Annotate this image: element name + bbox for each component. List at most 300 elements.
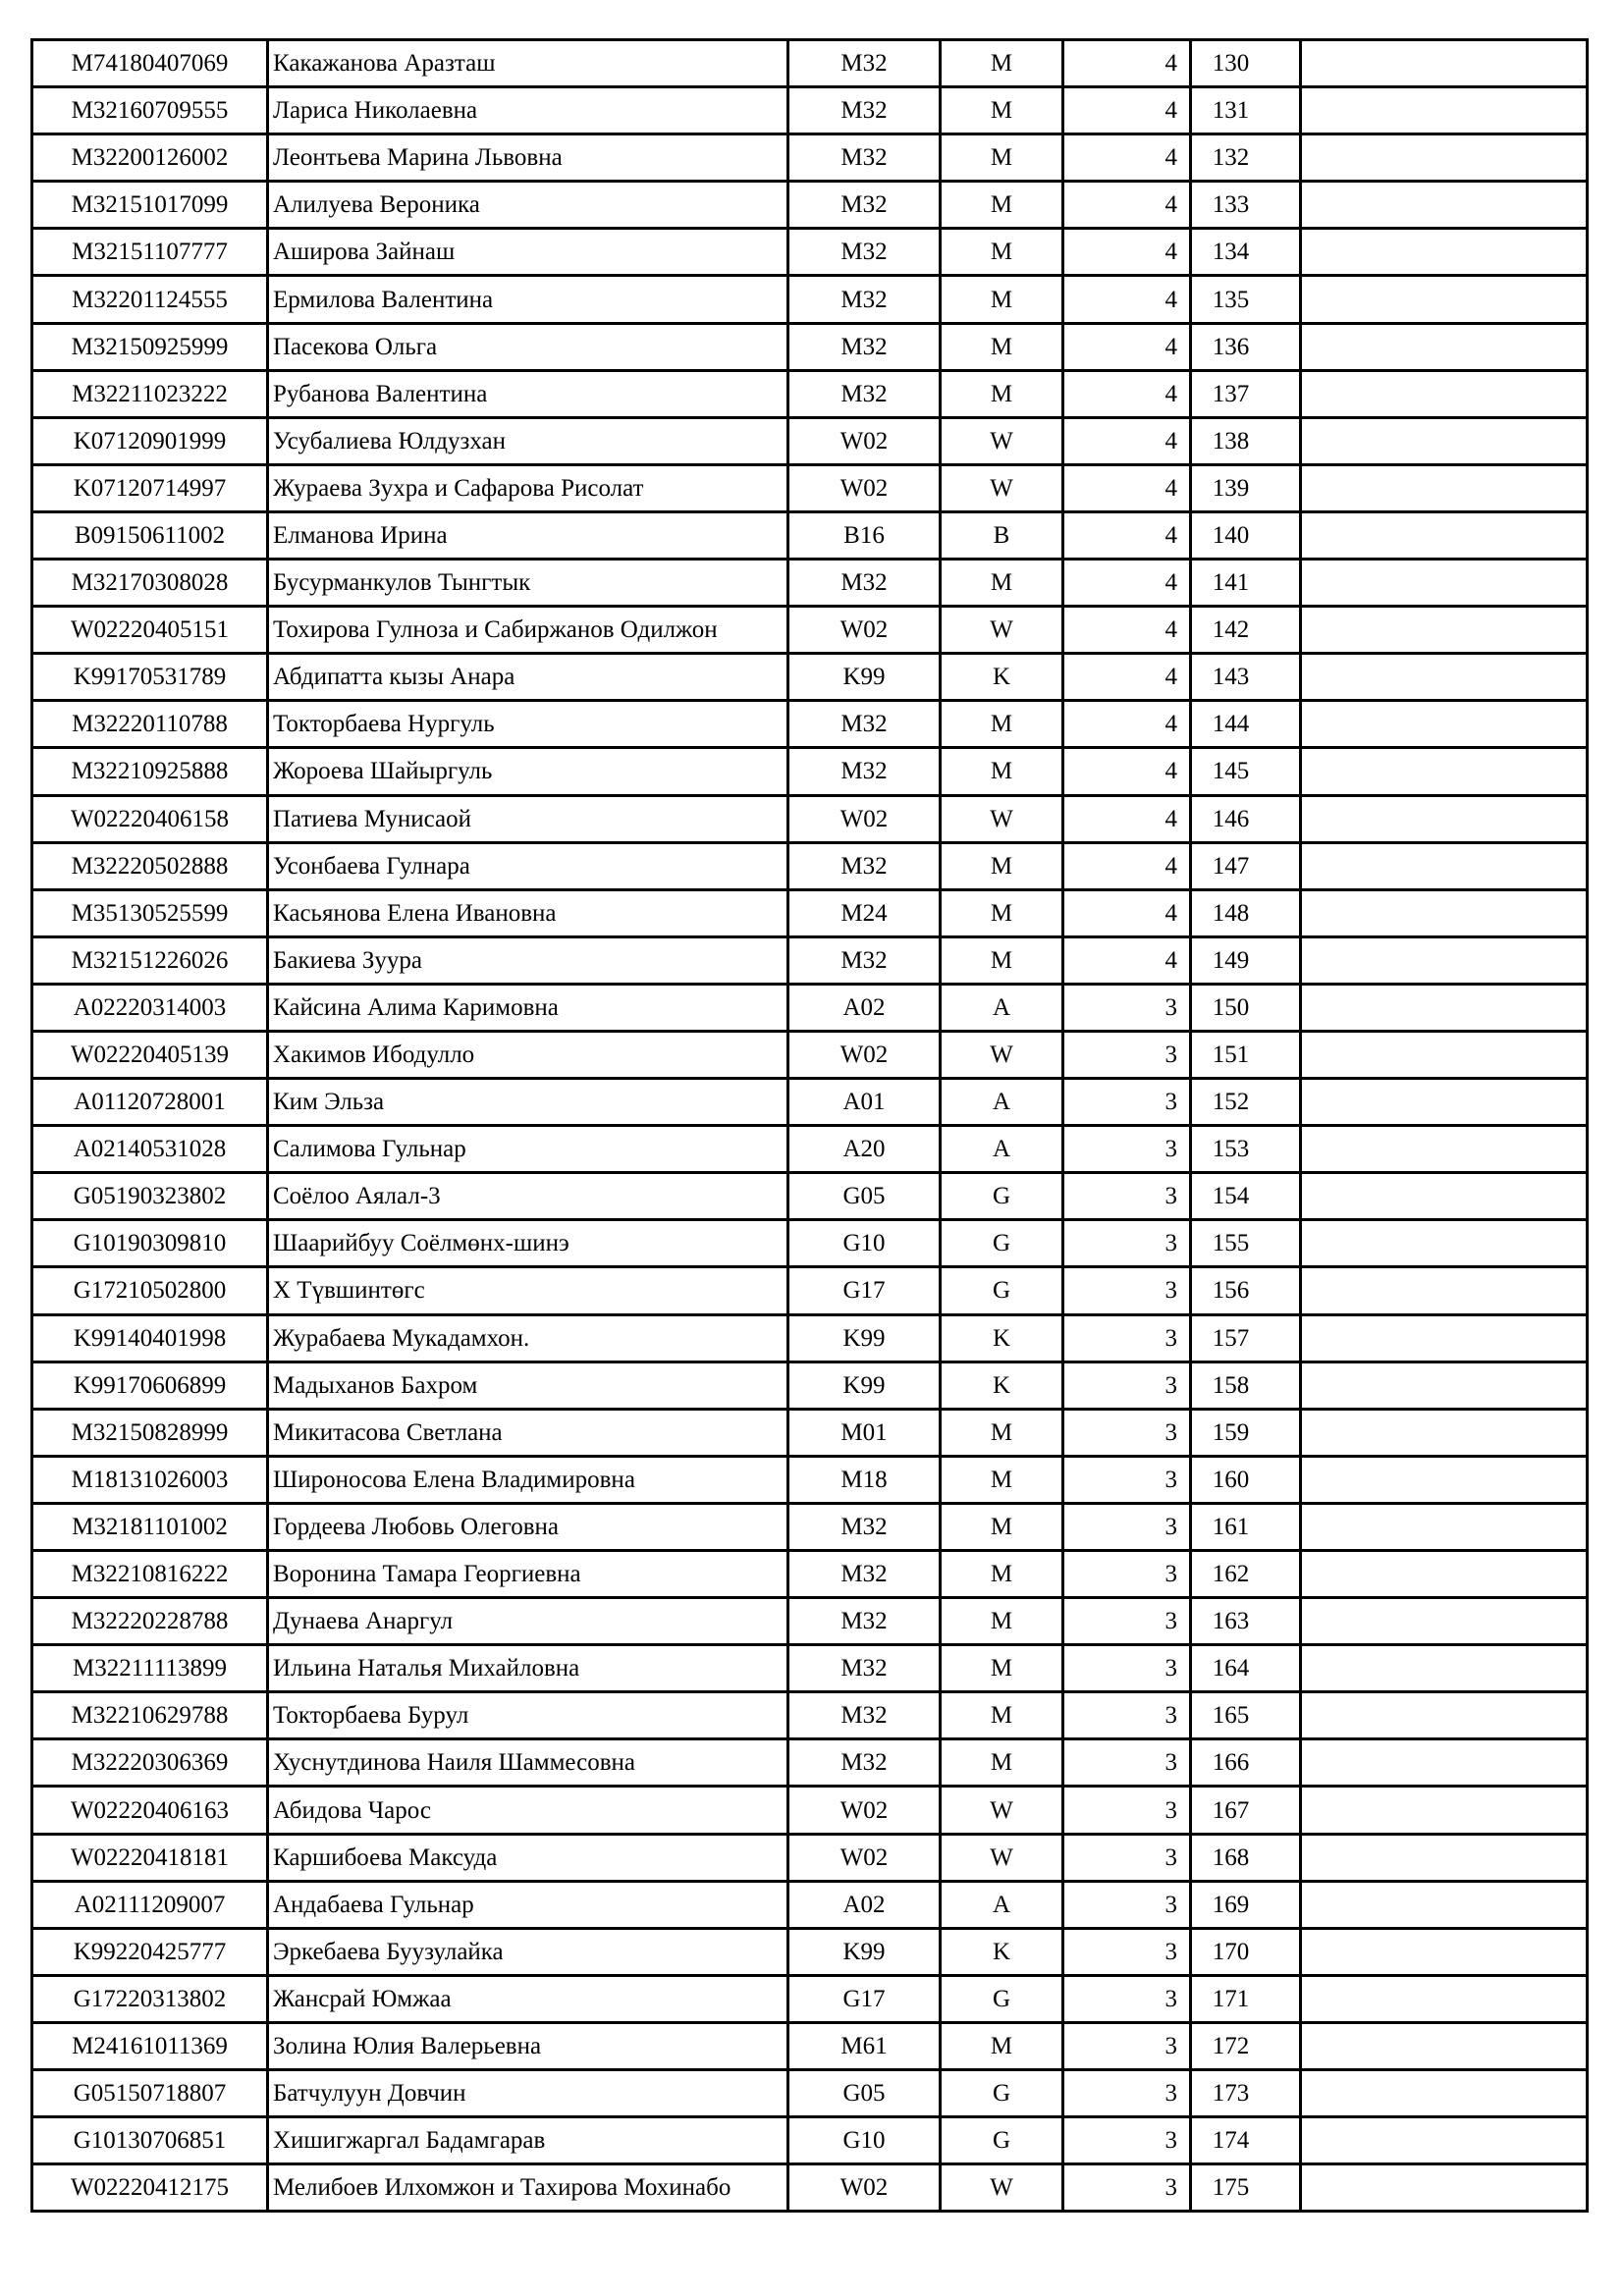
category-letter-cell: M [941, 560, 1063, 607]
notes-cell [1301, 1126, 1588, 1173]
notes-cell [1301, 1314, 1588, 1362]
participant-name-cell: Дунаева Анаргул [268, 1598, 788, 1645]
category-letter-cell: G [941, 1173, 1063, 1220]
score-cell: 3 [1063, 1362, 1191, 1409]
rank-cell: 150 [1191, 984, 1301, 1031]
category-letter-cell: M [941, 1456, 1063, 1503]
table-row [32, 1975, 1588, 2022]
participant-code-cell: W02220406158 [32, 795, 268, 842]
participant-name-cell: Аширова Зайнаш [268, 229, 788, 276]
table-row [32, 1079, 1588, 1126]
score-cell: 3 [1063, 1220, 1191, 1267]
category-letter-cell: M [941, 1409, 1063, 1456]
notes-cell [1301, 1787, 1588, 1834]
participant-code-cell: W02220418181 [32, 1834, 268, 1881]
table-row [32, 1551, 1588, 1598]
participant-name-cell: Токторбаева Бурул [268, 1692, 788, 1739]
group-code-cell: W02 [788, 607, 941, 654]
participant-name-cell: Соёлоо Аялал-3 [268, 1173, 788, 1220]
group-code-cell: M32 [788, 1503, 941, 1550]
score-cell: 3 [1063, 2117, 1191, 2164]
score-cell: 3 [1063, 1409, 1191, 1456]
rank-cell: 136 [1191, 323, 1301, 370]
participant-name-cell: Хакимов Ибодулло [268, 1031, 788, 1078]
rank-cell: 175 [1191, 2164, 1301, 2212]
participant-code-cell: M32151226026 [32, 936, 268, 984]
score-cell: 4 [1063, 701, 1191, 748]
results-table [30, 38, 1589, 2213]
group-code-cell: M32 [788, 134, 941, 182]
group-code-cell: A02 [788, 984, 941, 1031]
group-code-cell: G10 [788, 2117, 941, 2164]
group-code-cell: M32 [788, 1551, 941, 1598]
score-cell: 4 [1063, 229, 1191, 276]
group-code-cell: W02 [788, 795, 941, 842]
table-row [32, 1031, 1588, 1078]
category-letter-cell: M [941, 370, 1063, 417]
participant-code-cell: G10190309810 [32, 1220, 268, 1267]
rank-cell: 149 [1191, 936, 1301, 984]
score-cell: 4 [1063, 842, 1191, 889]
participant-name-cell: Салимова Гульнар [268, 1126, 788, 1173]
notes-cell [1301, 417, 1588, 464]
category-letter-cell: A [941, 1126, 1063, 1173]
table-row [32, 654, 1588, 701]
notes-cell [1301, 182, 1588, 229]
notes-cell [1301, 701, 1588, 748]
participant-name-cell: Ильина Наталья Михайловна [268, 1645, 788, 1692]
notes-cell [1301, 936, 1588, 984]
rank-cell: 145 [1191, 748, 1301, 795]
score-cell: 3 [1063, 1551, 1191, 1598]
rank-cell: 168 [1191, 1834, 1301, 1881]
table-row [32, 417, 1588, 464]
table-row [32, 2164, 1588, 2212]
category-letter-cell: K [941, 1314, 1063, 1362]
category-letter-cell: W [941, 1031, 1063, 1078]
rank-cell: 152 [1191, 1079, 1301, 1126]
rank-cell: 130 [1191, 40, 1301, 87]
score-cell: 4 [1063, 936, 1191, 984]
table-row [32, 2022, 1588, 2069]
participant-code-cell: M32220502888 [32, 842, 268, 889]
participant-code-cell: K99170606899 [32, 1362, 268, 1409]
group-code-cell: K99 [788, 1314, 941, 1362]
group-code-cell: B16 [788, 511, 941, 559]
participant-code-cell: M32151107777 [32, 229, 268, 276]
participant-name-cell: Токторбаева Нургуль [268, 701, 788, 748]
participant-code-cell: W02220405139 [32, 1031, 268, 1078]
score-cell: 3 [1063, 1692, 1191, 1739]
participant-name-cell: Микитасова Светлана [268, 1409, 788, 1456]
score-cell: 4 [1063, 654, 1191, 701]
notes-cell [1301, 134, 1588, 182]
participant-name-cell: Какажанова Аразташ [268, 40, 788, 87]
participant-code-cell: M32220306369 [32, 1739, 268, 1787]
participant-name-cell: Эркебаева Буузулайка [268, 1928, 788, 1975]
score-cell: 3 [1063, 1031, 1191, 1078]
participant-name-cell: Шаарийбуу Соёлмөнх-шинэ [268, 1220, 788, 1267]
category-letter-cell: M [941, 701, 1063, 748]
category-letter-cell: K [941, 1362, 1063, 1409]
participant-code-cell: W02220405151 [32, 607, 268, 654]
participant-code-cell: M35130525599 [32, 889, 268, 936]
category-letter-cell: G [941, 1975, 1063, 2022]
category-letter-cell: M [941, 229, 1063, 276]
category-letter-cell: M [941, 2022, 1063, 2069]
category-letter-cell: M [941, 1692, 1063, 1739]
category-letter-cell: G [941, 2070, 1063, 2117]
participant-name-cell: Гордеева Любовь Олеговна [268, 1503, 788, 1550]
group-code-cell: M32 [788, 936, 941, 984]
group-code-cell: A20 [788, 1126, 941, 1173]
score-cell: 4 [1063, 417, 1191, 464]
participant-code-cell: K99170531789 [32, 654, 268, 701]
table-row [32, 2070, 1588, 2117]
category-letter-cell: W [941, 795, 1063, 842]
participant-code-cell: M24161011369 [32, 2022, 268, 2069]
score-cell: 3 [1063, 1787, 1191, 1834]
rank-cell: 137 [1191, 370, 1301, 417]
score-cell: 4 [1063, 511, 1191, 559]
score-cell: 4 [1063, 607, 1191, 654]
participant-code-cell: M32220110788 [32, 701, 268, 748]
rank-cell: 160 [1191, 1456, 1301, 1503]
rank-cell: 135 [1191, 276, 1301, 323]
participant-code-cell: G17210502800 [32, 1267, 268, 1314]
participant-name-cell: Батчулуун Довчин [268, 2070, 788, 2117]
score-cell: 4 [1063, 276, 1191, 323]
notes-cell [1301, 1079, 1588, 1126]
notes-cell [1301, 889, 1588, 936]
table-row [32, 40, 1588, 87]
table-row [32, 229, 1588, 276]
notes-cell [1301, 1031, 1588, 1078]
participant-name-cell: Мелибоев Илхомжон и Тахирова Мохинабо [268, 2164, 788, 2212]
rank-cell: 147 [1191, 842, 1301, 889]
group-code-cell: K99 [788, 654, 941, 701]
notes-cell [1301, 1881, 1588, 1928]
notes-cell [1301, 984, 1588, 1031]
participant-name-cell: Кайсина Алима Каримовна [268, 984, 788, 1031]
rank-cell: 165 [1191, 1692, 1301, 1739]
table-row [32, 1645, 1588, 1692]
table-row [32, 842, 1588, 889]
participant-code-cell: M32220228788 [32, 1598, 268, 1645]
participant-code-cell: K99220425777 [32, 1928, 268, 1975]
participant-name-cell: Ким Эльза [268, 1079, 788, 1126]
group-code-cell: W02 [788, 1031, 941, 1078]
notes-cell [1301, 1739, 1588, 1787]
notes-cell [1301, 1267, 1588, 1314]
notes-cell [1301, 2117, 1588, 2164]
table-row [32, 134, 1588, 182]
category-letter-cell: A [941, 1881, 1063, 1928]
notes-cell [1301, 1173, 1588, 1220]
participant-name-cell: Абдипатта кызы Анара [268, 654, 788, 701]
group-code-cell: G10 [788, 1220, 941, 1267]
score-cell: 3 [1063, 1173, 1191, 1220]
category-letter-cell: G [941, 2117, 1063, 2164]
notes-cell [1301, 1928, 1588, 1975]
participant-code-cell: M32211023222 [32, 370, 268, 417]
table-row [32, 1267, 1588, 1314]
participant-code-cell: K07120901999 [32, 417, 268, 464]
score-cell: 3 [1063, 1126, 1191, 1173]
table-row [32, 1928, 1588, 1975]
rank-cell: 162 [1191, 1551, 1301, 1598]
rank-cell: 163 [1191, 1598, 1301, 1645]
table-row [32, 936, 1588, 984]
group-code-cell: M32 [788, 276, 941, 323]
table-row [32, 323, 1588, 370]
table-row [32, 464, 1588, 511]
rank-cell: 138 [1191, 417, 1301, 464]
participant-code-cell: A02140531028 [32, 1126, 268, 1173]
participant-name-cell: Журабаева Мукадамхон. [268, 1314, 788, 1362]
score-cell: 4 [1063, 560, 1191, 607]
group-code-cell: K99 [788, 1362, 941, 1409]
group-code-cell: W02 [788, 464, 941, 511]
category-letter-cell: K [941, 654, 1063, 701]
table-row [32, 1881, 1588, 1928]
score-cell: 3 [1063, 1928, 1191, 1975]
category-letter-cell: W [941, 1787, 1063, 1834]
participant-code-cell: B09150611002 [32, 511, 268, 559]
table-row [32, 1314, 1588, 1362]
table-row [32, 1220, 1588, 1267]
rank-cell: 170 [1191, 1928, 1301, 1975]
participant-name-cell: Мадыханов Бахром [268, 1362, 788, 1409]
participant-code-cell: M32151017099 [32, 182, 268, 229]
score-cell: 4 [1063, 182, 1191, 229]
score-cell: 4 [1063, 795, 1191, 842]
group-code-cell: M32 [788, 701, 941, 748]
category-letter-cell: M [941, 87, 1063, 134]
table-row [32, 984, 1588, 1031]
group-code-cell: M01 [788, 1409, 941, 1456]
score-cell: 4 [1063, 323, 1191, 370]
rank-cell: 174 [1191, 2117, 1301, 2164]
rank-cell: 133 [1191, 182, 1301, 229]
notes-cell [1301, 842, 1588, 889]
notes-cell [1301, 1975, 1588, 2022]
category-letter-cell: W [941, 464, 1063, 511]
score-cell: 3 [1063, 2022, 1191, 2069]
score-cell: 3 [1063, 1881, 1191, 1928]
category-letter-cell: M [941, 1598, 1063, 1645]
group-code-cell: M32 [788, 40, 941, 87]
rank-cell: 172 [1191, 2022, 1301, 2069]
table-row [32, 1503, 1588, 1550]
participant-code-cell: M32150925999 [32, 323, 268, 370]
score-cell: 3 [1063, 1975, 1191, 2022]
notes-cell [1301, 1503, 1588, 1550]
group-code-cell: M32 [788, 1645, 941, 1692]
notes-cell [1301, 1692, 1588, 1739]
group-code-cell: A02 [788, 1881, 941, 1928]
notes-cell [1301, 40, 1588, 87]
group-code-cell: M32 [788, 229, 941, 276]
rank-cell: 139 [1191, 464, 1301, 511]
score-cell: 4 [1063, 40, 1191, 87]
group-code-cell: M24 [788, 889, 941, 936]
table-row [32, 748, 1588, 795]
participant-code-cell: M32150828999 [32, 1409, 268, 1456]
notes-cell [1301, 276, 1588, 323]
score-cell: 3 [1063, 1645, 1191, 1692]
participant-name-cell: Ермилова Валентина [268, 276, 788, 323]
category-letter-cell: M [941, 40, 1063, 87]
group-code-cell: W02 [788, 1787, 941, 1834]
rank-cell: 143 [1191, 654, 1301, 701]
participant-code-cell: G05150718807 [32, 2070, 268, 2117]
participant-code-cell: K07120714997 [32, 464, 268, 511]
table-row [32, 889, 1588, 936]
participant-name-cell: Елманова Ирина [268, 511, 788, 559]
notes-cell [1301, 1409, 1588, 1456]
participant-code-cell: M18131026003 [32, 1456, 268, 1503]
group-code-cell: K99 [788, 1928, 941, 1975]
participant-name-cell: Андабаева Гульнар [268, 1881, 788, 1928]
notes-cell [1301, 654, 1588, 701]
participant-code-cell: M32210816222 [32, 1551, 268, 1598]
group-code-cell: W02 [788, 1834, 941, 1881]
participant-name-cell: Алилуева Вероника [268, 182, 788, 229]
group-code-cell: M32 [788, 182, 941, 229]
category-letter-cell: M [941, 276, 1063, 323]
score-cell: 4 [1063, 748, 1191, 795]
category-letter-cell: A [941, 984, 1063, 1031]
rank-cell: 157 [1191, 1314, 1301, 1362]
participant-name-cell: Каршибоева Максуда [268, 1834, 788, 1881]
table-row [32, 1456, 1588, 1503]
score-cell: 4 [1063, 134, 1191, 182]
table-row [32, 1692, 1588, 1739]
participant-name-cell: Золина Юлия Валерьевна [268, 2022, 788, 2069]
table-row [32, 276, 1588, 323]
category-letter-cell: W [941, 607, 1063, 654]
group-code-cell: G17 [788, 1975, 941, 2022]
participant-code-cell: M32210629788 [32, 1692, 268, 1739]
participant-code-cell: K99140401998 [32, 1314, 268, 1362]
group-code-cell: M32 [788, 748, 941, 795]
notes-cell [1301, 607, 1588, 654]
score-cell: 3 [1063, 2070, 1191, 2117]
participant-code-cell: A02220314003 [32, 984, 268, 1031]
rank-cell: 154 [1191, 1173, 1301, 1220]
rank-cell: 141 [1191, 560, 1301, 607]
participant-name-cell: Леонтьева Марина Львовна [268, 134, 788, 182]
score-cell: 4 [1063, 87, 1191, 134]
group-code-cell: M32 [788, 1598, 941, 1645]
participant-name-cell: Абидова Чарос [268, 1787, 788, 1834]
notes-cell [1301, 1456, 1588, 1503]
group-code-cell: M32 [788, 1739, 941, 1787]
table-row [32, 1834, 1588, 1881]
group-code-cell: M32 [788, 842, 941, 889]
group-code-cell: M32 [788, 1692, 941, 1739]
group-code-cell: W02 [788, 2164, 941, 2212]
rank-cell: 146 [1191, 795, 1301, 842]
notes-cell [1301, 464, 1588, 511]
participant-name-cell: Усонбаева Гулнара [268, 842, 788, 889]
participant-name-cell: Жороева Шайыргуль [268, 748, 788, 795]
category-letter-cell: M [941, 842, 1063, 889]
score-cell: 4 [1063, 370, 1191, 417]
notes-cell [1301, 1362, 1588, 1409]
table-row [32, 607, 1588, 654]
category-letter-cell: W [941, 2164, 1063, 2212]
category-letter-cell: M [941, 1739, 1063, 1787]
category-letter-cell: M [941, 889, 1063, 936]
category-letter-cell: M [941, 323, 1063, 370]
notes-cell [1301, 1598, 1588, 1645]
participant-code-cell: M32210925888 [32, 748, 268, 795]
participant-code-cell: M32200126002 [32, 134, 268, 182]
category-letter-cell: W [941, 1834, 1063, 1881]
rank-cell: 155 [1191, 1220, 1301, 1267]
rank-cell: 151 [1191, 1031, 1301, 1078]
group-code-cell: M32 [788, 560, 941, 607]
notes-cell [1301, 560, 1588, 607]
rank-cell: 142 [1191, 607, 1301, 654]
notes-cell [1301, 87, 1588, 134]
rank-cell: 158 [1191, 1362, 1301, 1409]
score-cell: 3 [1063, 1503, 1191, 1550]
score-cell: 3 [1063, 1079, 1191, 1126]
category-letter-cell: W [941, 417, 1063, 464]
category-letter-cell: K [941, 1928, 1063, 1975]
participant-code-cell: G17220313802 [32, 1975, 268, 2022]
score-cell: 3 [1063, 2164, 1191, 2212]
group-code-cell: G05 [788, 2070, 941, 2117]
participant-code-cell: A01120728001 [32, 1079, 268, 1126]
participant-name-cell: Жансрай Юмжаа [268, 1975, 788, 2022]
group-code-cell: W02 [788, 417, 941, 464]
score-cell: 3 [1063, 1739, 1191, 1787]
participant-code-cell: M32160709555 [32, 87, 268, 134]
score-cell: 4 [1063, 889, 1191, 936]
score-cell: 3 [1063, 1456, 1191, 1503]
rank-cell: 132 [1191, 134, 1301, 182]
table-row [32, 511, 1588, 559]
group-code-cell: M61 [788, 2022, 941, 2069]
rank-cell: 131 [1191, 87, 1301, 134]
rank-cell: 153 [1191, 1126, 1301, 1173]
participant-code-cell: G05190323802 [32, 1173, 268, 1220]
participant-name-cell: Хишигжаргал Бадамгарав [268, 2117, 788, 2164]
category-letter-cell: G [941, 1267, 1063, 1314]
participant-code-cell: M32170308028 [32, 560, 268, 607]
group-code-cell: M32 [788, 370, 941, 417]
table-row [32, 370, 1588, 417]
notes-cell [1301, 2022, 1588, 2069]
participant-code-cell: W02220406163 [32, 1787, 268, 1834]
participant-name-cell: Рубанова Валентина [268, 370, 788, 417]
participant-name-cell: Воронина Тамара Георгиевна [268, 1551, 788, 1598]
category-letter-cell: M [941, 182, 1063, 229]
notes-cell [1301, 370, 1588, 417]
notes-cell [1301, 795, 1588, 842]
group-code-cell: A01 [788, 1079, 941, 1126]
score-cell: 3 [1063, 1267, 1191, 1314]
rank-cell: 148 [1191, 889, 1301, 936]
category-letter-cell: M [941, 1503, 1063, 1550]
rank-cell: 167 [1191, 1787, 1301, 1834]
rank-cell: 169 [1191, 1881, 1301, 1928]
participant-name-cell: Тохирова Гулноза и Сабиржанов Одилжон [268, 607, 788, 654]
